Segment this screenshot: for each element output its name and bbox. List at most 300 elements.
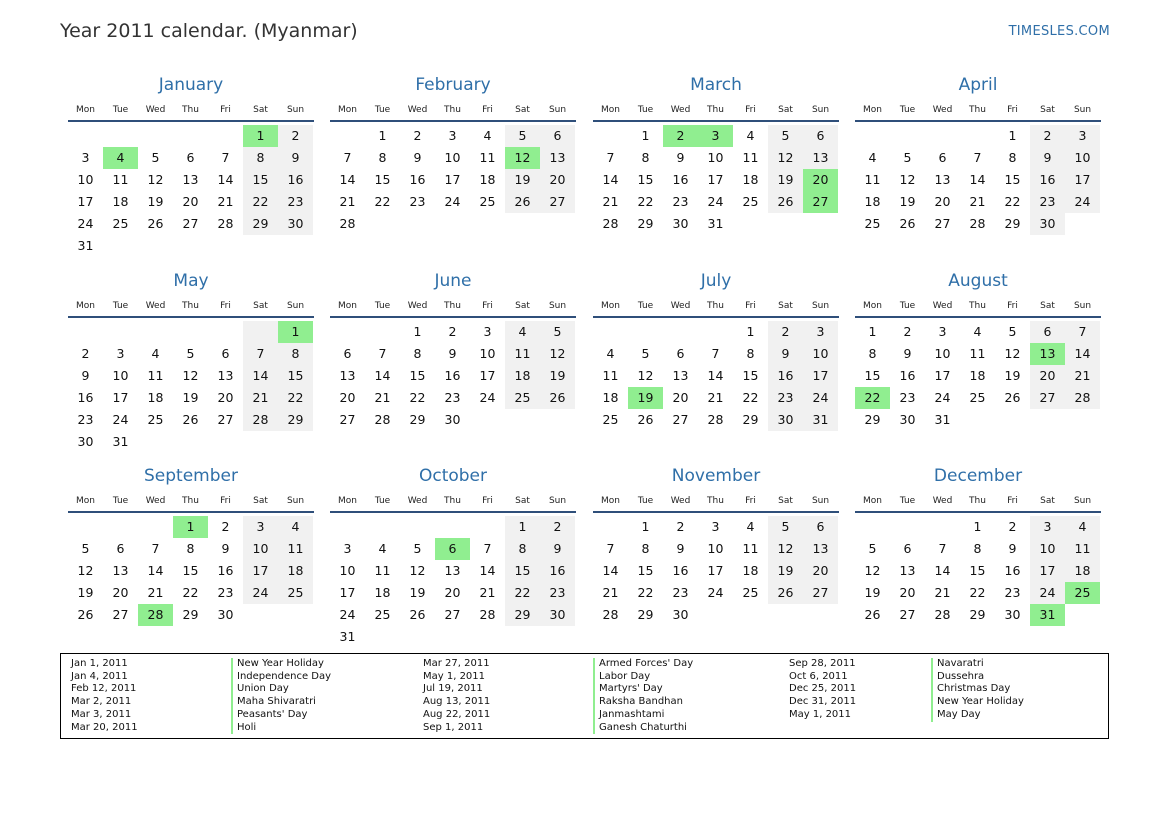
weekday-label: Wed <box>670 301 691 311</box>
weekday-label: Tue <box>374 105 391 115</box>
day-cell: 23 <box>1030 191 1065 213</box>
day-cell: 25 <box>742 194 759 209</box>
empty-cell <box>138 321 173 343</box>
weekday-label: Wed <box>145 496 166 506</box>
day-cell: 2 <box>663 125 698 147</box>
day-cell: 5 <box>868 541 877 556</box>
day-cell: 29 <box>278 409 313 431</box>
day-cell: 1 <box>505 516 540 538</box>
day-cell: 31 <box>934 412 951 427</box>
day-cell: 3 <box>711 519 720 534</box>
weekday-header <box>855 494 1101 513</box>
day-cell: 26 <box>505 191 540 213</box>
day-cell: 27 <box>934 216 951 231</box>
month-june <box>330 270 576 431</box>
day-cell: 25 <box>969 390 986 405</box>
day-cell: 28 <box>479 607 496 622</box>
day-cell: 5 <box>768 125 803 147</box>
day-cell: 20 <box>112 585 129 600</box>
holiday-date: Mar 27, 2011 <box>423 658 490 669</box>
day-cell: 24 <box>1030 582 1065 604</box>
day-cell: 14 <box>479 563 496 578</box>
day-cell: 5 <box>1008 324 1017 339</box>
empty-cell <box>925 516 960 538</box>
weekday-header <box>68 494 314 513</box>
weekday-label: Thu <box>444 496 461 506</box>
day-cell: 15 <box>969 563 986 578</box>
empty-cell <box>68 516 103 538</box>
day-cell: 21 <box>1065 365 1100 387</box>
empty-cell <box>733 604 768 626</box>
month-september <box>68 465 314 626</box>
empty-cell <box>470 409 505 431</box>
day-cell: 20 <box>899 585 916 600</box>
empty-cell <box>173 125 208 147</box>
day-cell: 17 <box>1030 560 1065 582</box>
day-cell: 25 <box>112 216 129 231</box>
day-cell: 22 <box>1004 194 1021 209</box>
day-cell: 29 <box>1004 216 1021 231</box>
day-cell: 18 <box>147 390 164 405</box>
day-cell: 25 <box>602 412 619 427</box>
site-link[interactable]: TIMESLES.COM <box>1008 24 1110 39</box>
empty-cell <box>365 213 400 235</box>
day-cell: 4 <box>746 519 755 534</box>
day-cell: 9 <box>221 541 230 556</box>
empty-cell <box>243 604 278 626</box>
day-cell: 30 <box>444 412 461 427</box>
day-cell: 5 <box>151 150 160 165</box>
day-cell: 3 <box>698 125 733 147</box>
day-cell: 15 <box>243 169 278 191</box>
weekday-label: Mon <box>863 301 882 311</box>
day-cell: 24 <box>1065 191 1100 213</box>
day-cell: 4 <box>103 147 138 169</box>
day-cell: 11 <box>864 172 881 187</box>
day-cell: 6 <box>903 541 912 556</box>
empty-cell <box>400 626 435 648</box>
day-cell: 12 <box>899 172 916 187</box>
day-cell: 11 <box>479 150 496 165</box>
weekday-label: Sat <box>515 105 530 115</box>
weekday-label: Sun <box>286 301 305 311</box>
weekday-label: Wed <box>407 301 428 311</box>
day-cell: 18 <box>505 365 540 387</box>
empty-cell <box>593 516 628 538</box>
holiday-name: Christmas Day <box>931 683 1024 696</box>
day-cell: 29 <box>742 412 759 427</box>
legend-name-column <box>931 658 1024 722</box>
day-cell: 2 <box>1008 519 1017 534</box>
day-cell: 13 <box>803 538 838 560</box>
empty-cell <box>628 321 663 343</box>
day-cell: 4 <box>378 541 387 556</box>
weekday-header <box>68 103 314 122</box>
day-cell: 8 <box>505 538 540 560</box>
day-cell: 22 <box>855 387 890 409</box>
day-cell: 10 <box>339 563 356 578</box>
weekday-label: Fri <box>745 105 756 115</box>
day-cell: 17 <box>77 194 94 209</box>
day-cell: 29 <box>409 412 426 427</box>
weekday-label: Thu <box>707 301 724 311</box>
day-grid <box>68 516 314 626</box>
day-cell: 3 <box>343 541 352 556</box>
empty-cell <box>925 125 960 147</box>
day-cell: 3 <box>81 150 90 165</box>
day-cell: 9 <box>448 346 457 361</box>
day-cell: 23 <box>540 582 575 604</box>
day-cell: 11 <box>969 346 986 361</box>
day-cell: 17 <box>339 585 356 600</box>
day-cell: 27 <box>672 412 689 427</box>
day-cell: 13 <box>1030 343 1065 365</box>
month-august <box>855 270 1101 431</box>
day-cell: 5 <box>768 516 803 538</box>
day-cell: 27 <box>803 582 838 604</box>
day-cell: 9 <box>413 150 422 165</box>
weekday-label: Mon <box>338 496 357 506</box>
day-cell: 2 <box>413 128 422 143</box>
day-cell: 22 <box>742 390 759 405</box>
day-cell: 15 <box>505 560 540 582</box>
holiday-date: Sep 28, 2011 <box>789 658 856 669</box>
holiday-name: Peasants' Day <box>231 709 331 722</box>
day-cell: 22 <box>637 585 654 600</box>
day-cell: 25 <box>742 585 759 600</box>
day-cell: 28 <box>969 216 986 231</box>
day-cell: 9 <box>540 538 575 560</box>
weekday-label: Mon <box>338 105 357 115</box>
day-cell: 21 <box>969 194 986 209</box>
day-grid <box>855 516 1101 626</box>
empty-cell <box>365 626 400 648</box>
day-cell: 25 <box>505 387 540 409</box>
day-cell: 9 <box>1008 541 1017 556</box>
empty-cell <box>470 213 505 235</box>
day-cell: 18 <box>278 560 313 582</box>
day-cell: 31 <box>77 238 94 253</box>
month-november <box>593 465 839 626</box>
weekday-label: Mon <box>76 496 95 506</box>
weekday-label: Fri <box>220 496 231 506</box>
day-cell: 28 <box>1065 387 1100 409</box>
weekday-label: Sun <box>1073 301 1092 311</box>
day-cell: 27 <box>444 607 461 622</box>
weekday-label: Sun <box>811 496 830 506</box>
day-cell: 8 <box>746 346 755 361</box>
holiday-name: New Year Holiday <box>931 696 1024 709</box>
day-cell: 19 <box>1004 368 1021 383</box>
day-cell: 27 <box>217 412 234 427</box>
weekday-header <box>855 103 1101 122</box>
empty-cell <box>540 409 575 431</box>
day-cell: 17 <box>1065 169 1100 191</box>
day-cell: 20 <box>934 194 951 209</box>
day-cell: 27 <box>803 191 838 213</box>
day-cell: 7 <box>711 346 720 361</box>
day-cell: 12 <box>505 147 540 169</box>
day-cell: 18 <box>479 172 496 187</box>
empty-cell <box>1065 604 1100 626</box>
day-cell: 14 <box>934 563 951 578</box>
day-cell: 5 <box>186 346 195 361</box>
weekday-label: Sat <box>778 496 793 506</box>
empty-cell <box>1065 213 1100 235</box>
weekday-label: Mon <box>601 301 620 311</box>
day-cell: 14 <box>969 172 986 187</box>
day-cell: 21 <box>602 585 619 600</box>
day-grid <box>330 321 576 431</box>
empty-cell <box>208 125 243 147</box>
holiday-date: Aug 22, 2011 <box>423 708 491 720</box>
weekday-label: Fri <box>482 496 493 506</box>
day-cell: 18 <box>969 368 986 383</box>
holiday-name: Armed Forces' Day <box>593 658 693 671</box>
day-cell: 4 <box>606 346 615 361</box>
day-cell: 21 <box>374 390 391 405</box>
day-cell: 21 <box>243 387 278 409</box>
page-title: Year 2011 calendar. (Myanmar) <box>60 20 358 42</box>
weekday-label: Sat <box>1040 105 1055 115</box>
day-cell: 21 <box>479 585 496 600</box>
day-cell: 14 <box>243 365 278 387</box>
day-cell: 9 <box>903 346 912 361</box>
empty-cell <box>278 431 313 453</box>
weekday-label: Fri <box>1007 496 1018 506</box>
weekday-label: Wed <box>932 105 953 115</box>
day-cell: 20 <box>672 390 689 405</box>
day-cell: 23 <box>217 585 234 600</box>
day-cell: 24 <box>707 194 724 209</box>
weekday-label: Tue <box>899 496 916 506</box>
empty-cell <box>960 409 995 431</box>
day-cell: 20 <box>217 390 234 405</box>
day-cell: 17 <box>479 368 496 383</box>
weekday-header <box>593 494 839 513</box>
day-cell: 23 <box>77 412 94 427</box>
empty-cell <box>435 213 470 235</box>
day-cell: 6 <box>803 125 838 147</box>
day-grid <box>68 125 314 257</box>
day-cell: 3 <box>803 321 838 343</box>
day-cell: 6 <box>1030 321 1065 343</box>
holiday-name: May Day <box>931 709 1024 722</box>
weekday-label: Sun <box>286 105 305 115</box>
day-cell: 7 <box>606 541 615 556</box>
empty-cell <box>1065 409 1100 431</box>
weekday-label: Mon <box>863 496 882 506</box>
day-cell: 5 <box>81 541 90 556</box>
day-cell: 23 <box>444 390 461 405</box>
empty-cell <box>470 516 505 538</box>
day-cell: 13 <box>217 368 234 383</box>
weekday-label: Sat <box>253 105 268 115</box>
empty-cell <box>663 321 698 343</box>
holiday-date: Dec 31, 2011 <box>789 696 857 708</box>
weekday-header <box>330 103 576 122</box>
month-name: January <box>158 75 224 95</box>
day-cell: 27 <box>112 607 129 622</box>
day-cell: 15 <box>374 172 391 187</box>
day-cell: 26 <box>1004 390 1021 405</box>
holiday-name: Martyrs' Day <box>593 683 693 696</box>
day-cell: 14 <box>147 563 164 578</box>
day-cell: 21 <box>602 194 619 209</box>
day-cell: 24 <box>444 194 461 209</box>
holiday-name: Union Day <box>231 683 331 696</box>
weekday-label: Wed <box>407 105 428 115</box>
day-grid <box>855 125 1101 235</box>
empty-cell <box>995 409 1030 431</box>
weekday-label: Sat <box>515 301 530 311</box>
holiday-date: Oct 6, 2011 <box>789 670 848 682</box>
day-cell: 27 <box>899 607 916 622</box>
day-cell: 20 <box>540 169 575 191</box>
day-cell: 18 <box>742 172 759 187</box>
day-cell: 7 <box>483 541 492 556</box>
weekday-label: Wed <box>145 301 166 311</box>
weekday-label: Mon <box>76 301 95 311</box>
day-cell: 28 <box>602 216 619 231</box>
day-cell: 11 <box>147 368 164 383</box>
weekday-label: Tue <box>112 301 129 311</box>
day-cell: 25 <box>374 607 391 622</box>
weekday-label: Wed <box>407 496 428 506</box>
day-cell: 16 <box>768 365 803 387</box>
day-cell: 26 <box>182 412 199 427</box>
day-cell: 9 <box>676 150 685 165</box>
day-cell: 1 <box>973 519 982 534</box>
weekday-label: Tue <box>112 496 129 506</box>
day-cell: 6 <box>540 125 575 147</box>
day-cell: 8 <box>413 346 422 361</box>
weekday-label: Tue <box>374 496 391 506</box>
weekday-label: Sun <box>1073 496 1092 506</box>
day-cell: 22 <box>505 582 540 604</box>
day-cell: 1 <box>868 324 877 339</box>
day-cell: 7 <box>151 541 160 556</box>
day-cell: 2 <box>768 321 803 343</box>
holiday-date: May 1, 2011 <box>789 708 852 720</box>
day-cell: 4 <box>505 321 540 343</box>
day-cell: 4 <box>1065 516 1100 538</box>
weekday-label: Mon <box>76 105 95 115</box>
day-cell: 19 <box>147 194 164 209</box>
weekday-label: Fri <box>745 301 756 311</box>
holiday-name: Holi <box>231 722 331 735</box>
day-cell: 7 <box>343 150 352 165</box>
day-cell: 9 <box>278 147 313 169</box>
day-cell: 24 <box>77 216 94 231</box>
day-cell: 20 <box>803 169 838 191</box>
day-cell: 27 <box>182 216 199 231</box>
day-cell: 5 <box>641 346 650 361</box>
month-july <box>593 270 839 431</box>
empty-cell <box>208 321 243 343</box>
month-april <box>855 74 1101 235</box>
weekday-header <box>855 299 1101 318</box>
day-cell: 16 <box>540 560 575 582</box>
day-cell: 24 <box>934 390 951 405</box>
empty-cell <box>435 626 470 648</box>
day-cell: 26 <box>540 387 575 409</box>
day-cell: 5 <box>540 321 575 343</box>
empty-cell <box>68 125 103 147</box>
legend-date-column <box>423 658 490 734</box>
day-cell: 2 <box>221 519 230 534</box>
day-cell: 19 <box>77 585 94 600</box>
day-cell: 12 <box>182 368 199 383</box>
empty-cell <box>855 125 890 147</box>
empty-cell <box>330 125 365 147</box>
holiday-legend <box>60 653 1109 739</box>
day-cell: 11 <box>742 150 759 165</box>
day-grid <box>68 321 314 453</box>
legend-date-column <box>789 658 856 722</box>
day-cell: 16 <box>1004 563 1021 578</box>
day-cell: 26 <box>899 216 916 231</box>
empty-cell <box>365 516 400 538</box>
day-cell: 4 <box>746 128 755 143</box>
day-cell: 28 <box>934 607 951 622</box>
day-cell: 26 <box>768 191 803 213</box>
day-cell: 15 <box>182 563 199 578</box>
day-cell: 20 <box>339 390 356 405</box>
day-cell: 15 <box>409 368 426 383</box>
weekday-label: Sat <box>253 496 268 506</box>
weekday-label: Sun <box>1073 105 1092 115</box>
day-cell: 31 <box>803 409 838 431</box>
day-cell: 12 <box>768 147 803 169</box>
day-cell: 19 <box>540 365 575 387</box>
empty-cell <box>173 235 208 257</box>
empty-cell <box>278 604 313 626</box>
day-cell: 21 <box>707 390 724 405</box>
day-cell: 1 <box>641 128 650 143</box>
day-cell: 10 <box>444 150 461 165</box>
month-name: July <box>700 271 732 291</box>
day-cell: 30 <box>77 434 94 449</box>
day-cell: 23 <box>278 191 313 213</box>
day-cell: 30 <box>540 604 575 626</box>
holiday-date: Mar 20, 2011 <box>71 721 138 733</box>
weekday-label: Fri <box>1007 301 1018 311</box>
day-cell: 29 <box>243 213 278 235</box>
day-cell: 13 <box>899 563 916 578</box>
weekday-label: Thu <box>182 496 199 506</box>
day-cell: 29 <box>864 412 881 427</box>
day-cell: 19 <box>864 585 881 600</box>
month-may <box>68 270 314 453</box>
day-cell: 16 <box>278 169 313 191</box>
holiday-name: Raksha Bandhan <box>593 696 693 709</box>
day-cell: 6 <box>221 346 230 361</box>
day-cell: 13 <box>540 147 575 169</box>
day-cell: 4 <box>973 324 982 339</box>
day-cell: 20 <box>1030 365 1065 387</box>
day-cell: 17 <box>707 172 724 187</box>
day-grid <box>593 125 839 235</box>
day-cell: 26 <box>864 607 881 622</box>
weekday-label: Fri <box>482 105 493 115</box>
day-cell: 11 <box>742 541 759 556</box>
weekday-label: Sun <box>811 105 830 115</box>
empty-cell <box>208 235 243 257</box>
empty-cell <box>330 321 365 343</box>
weekday-label: Thu <box>444 105 461 115</box>
day-cell: 1 <box>641 519 650 534</box>
